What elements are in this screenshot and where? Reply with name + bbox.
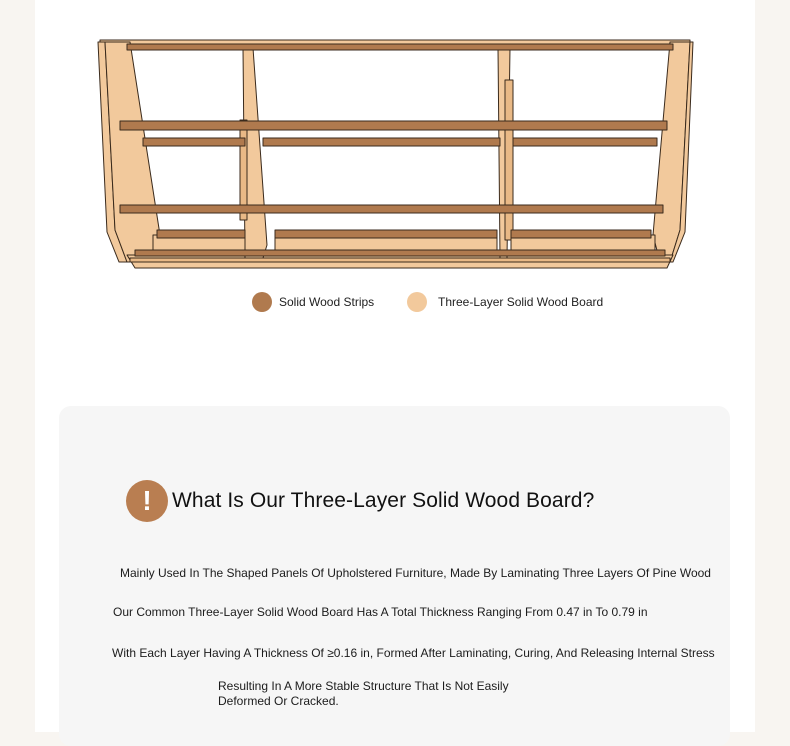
legend-label: Three-Layer Solid Wood Board: [438, 295, 604, 309]
legend-label: Solid Wood Strips: [279, 295, 375, 309]
heading-row: [126, 472, 594, 531]
description-line-3: With Each Layer Having A Thickness Of ≥0.16 in, Formed After Laminating, Curing, And Releasing Internal Stress: [112, 646, 715, 660]
exclamation-icon: !: [126, 480, 168, 522]
section-heading: What Is Our Three-Layer Solid Wood Board?: [172, 489, 595, 513]
legend: [35, 292, 755, 314]
three-layer-board-swatch: [407, 292, 427, 312]
description-line-1: Mainly Used In The Shaped Panels Of Upholstered Furniture, Made By Laminating Three Layers Of Pine Wood: [120, 566, 711, 580]
description-line-4: Resulting In A More Stable Structure That Is Not Easily Deformed Or Cracked.: [218, 679, 509, 708]
info-card: [59, 406, 730, 746]
legend-item-solid-wood-strips: [252, 292, 374, 312]
description-line-2: Our Common Three-Layer Solid Wood Board Has A Total Thickness Ranging From 0.47 in To 0.79 in: [113, 605, 648, 619]
solid-wood-swatch: [252, 292, 272, 312]
page-content: [35, 0, 755, 732]
legend-item-three-layer-board: [407, 292, 603, 312]
sofa-frame-illustration: [95, 30, 695, 280]
